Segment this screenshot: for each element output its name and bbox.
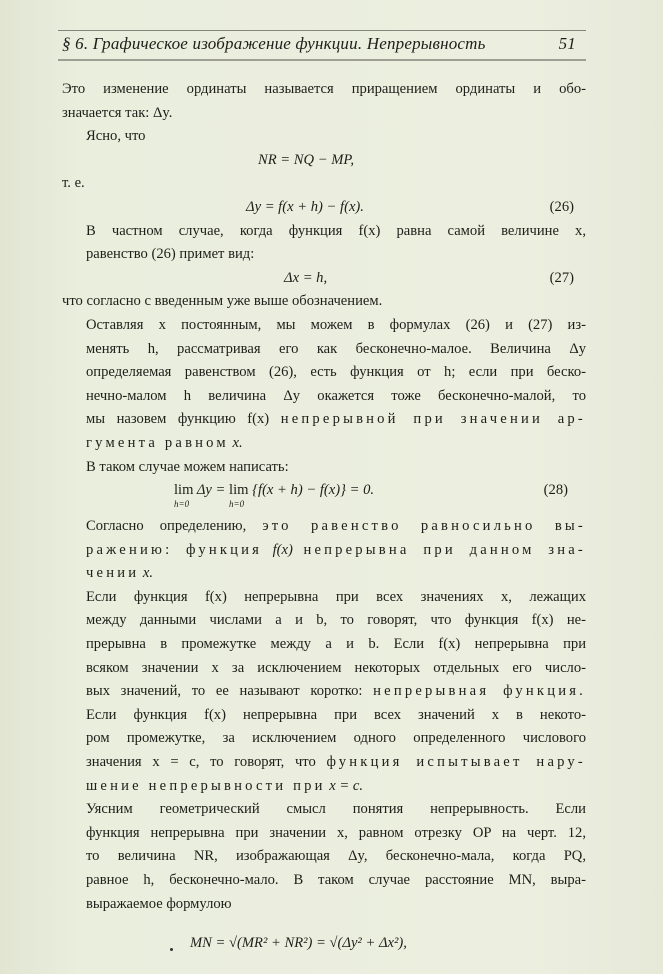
spaced-emphasis: непрерывной при значении ар- bbox=[280, 411, 586, 428]
eq-part: {f(x + h) − f(x)} = 0. bbox=[252, 482, 375, 499]
text-span: значения x = c, то говорят, что bbox=[86, 754, 316, 771]
text-line bbox=[62, 539, 586, 563]
text-line: что согласно с введенным уже выше обозначением. bbox=[62, 293, 383, 310]
text-line: т. е. bbox=[62, 175, 85, 192]
text-line: значается так: Δy. bbox=[62, 104, 173, 121]
paragraph-3 bbox=[62, 220, 586, 267]
text-line bbox=[62, 680, 586, 704]
spaced-emphasis: гумента равном bbox=[86, 434, 229, 451]
text-line: то величина NR, изображающая Δy, бесконечно-мала, когда PQ, bbox=[86, 848, 586, 865]
paragraph-9 bbox=[62, 704, 586, 798]
text-span: вых значений, то ее называют коротко: bbox=[86, 683, 363, 700]
equation-number: (28) bbox=[543, 482, 568, 499]
text-line: равенство (26) примет вид: bbox=[86, 246, 255, 263]
text-line: Если функция f(x) непрерывна при всех значениях x, лежащих bbox=[86, 588, 586, 605]
equation-number: (27) bbox=[549, 269, 574, 286]
paragraph-7 bbox=[62, 515, 586, 586]
paragraph-2 bbox=[62, 125, 586, 149]
equation-text bbox=[174, 479, 375, 510]
equation-text: Δy = f(x + h) − f(x). bbox=[246, 198, 364, 215]
text-line: выражаемое формулою bbox=[86, 895, 232, 912]
equation-26 bbox=[62, 196, 586, 220]
lim-text: lim bbox=[229, 482, 249, 499]
paragraph-4 bbox=[62, 290, 586, 314]
text-line: определяемая равенством (26), есть функция от h; если при беско- bbox=[86, 364, 586, 381]
section-title: § 6. Графическое изображение функции. Непрерывность bbox=[62, 34, 486, 53]
equation-27 bbox=[62, 267, 586, 291]
text-line: ром промежутке, за исключением одного определенного числового bbox=[86, 730, 586, 747]
paragraph-6 bbox=[62, 456, 586, 480]
paragraph-5 bbox=[62, 314, 586, 456]
text-line: равное h, бесконечно-мало. В таком случае расстояние MN, выра- bbox=[86, 872, 586, 888]
math-var: x = c. bbox=[329, 777, 364, 794]
paragraph-10 bbox=[62, 798, 586, 916]
text-line: Если функция f(x) непрерывна при всех значений x в некото- bbox=[86, 706, 586, 723]
spaced-emphasis: функция испытывает нару- bbox=[326, 754, 586, 771]
running-header bbox=[62, 34, 586, 56]
speck bbox=[170, 948, 173, 951]
spaced-emphasis: это равенство равносильно вы- bbox=[262, 518, 586, 535]
text-line: Уясним геометрический смысл понятия непрерывность. Если bbox=[86, 801, 586, 818]
eq-part: Δy = bbox=[196, 482, 230, 499]
spaced-emphasis: ражению: функция bbox=[86, 541, 263, 558]
equation-28 bbox=[62, 479, 586, 509]
text-line bbox=[62, 408, 586, 432]
limit-operator bbox=[229, 479, 249, 510]
paragraph-te bbox=[62, 172, 586, 196]
text-line bbox=[62, 562, 586, 586]
math-var: x. bbox=[142, 565, 154, 582]
paragraph-1 bbox=[62, 78, 586, 125]
text-line: В таком случае можем написать: bbox=[86, 458, 289, 475]
text-line: менять h, рассматривая его как бесконечно-малое. Величина Δy bbox=[86, 340, 586, 357]
text-line bbox=[62, 775, 586, 799]
spaced-emphasis: шение непрерывности при bbox=[86, 777, 326, 794]
text-span: Согласно определению, bbox=[86, 518, 247, 535]
equation-text: MN = √(MR² + NR²) = √(Δy² + Δx²), bbox=[190, 935, 407, 952]
paragraph-8 bbox=[62, 586, 586, 704]
text-line bbox=[62, 751, 586, 775]
text-span: мы назовем функцию f(x) bbox=[86, 411, 270, 428]
spaced-emphasis: чении bbox=[86, 565, 140, 582]
lim-text: lim bbox=[174, 482, 194, 499]
equation-mn bbox=[62, 932, 586, 956]
text-line bbox=[62, 432, 586, 456]
limit-operator bbox=[174, 479, 194, 510]
header-rule-top bbox=[58, 30, 586, 31]
text-line bbox=[62, 515, 586, 539]
text-line: нечно-малом h величина Δy окажется тоже бесконечно-малой, то bbox=[86, 387, 586, 404]
text-line: прерывна в промежутке между a и b. Если f(x) непрерывна при bbox=[86, 636, 586, 653]
page-number: 51 bbox=[558, 34, 576, 53]
lim-sub: h=0 bbox=[174, 499, 190, 510]
text-line: функция непрерывна при значении x, равном отрезку OP на черт. 12, bbox=[86, 824, 586, 841]
text-line: В частном случае, когда функция f(x) равна самой величине x, bbox=[86, 222, 586, 239]
math-var: x. bbox=[232, 434, 243, 451]
text-line: Ясно, что bbox=[86, 128, 146, 145]
equation-number: (26) bbox=[549, 198, 574, 215]
text-line: всяком значении x за исключением некоторых отдельных его числo- bbox=[86, 659, 586, 676]
spaced-emphasis: непрерывная функция. bbox=[373, 683, 586, 700]
equation-text: Δx = h, bbox=[284, 269, 328, 286]
equation-text: NR = NQ − MP, bbox=[258, 151, 355, 168]
text-line: Оставляя x постоянным, мы можем в формулах (26) и (27) из- bbox=[86, 316, 586, 333]
spaced-emphasis: непрерывна при данном зна- bbox=[303, 541, 586, 558]
text-line: Это изменение ординаты называется приращением ординаты и обо- bbox=[62, 81, 586, 97]
math-var: f(x) bbox=[272, 541, 293, 558]
equation-nr bbox=[62, 149, 586, 173]
lim-sub: h=0 bbox=[229, 499, 245, 510]
header-rule-bottom bbox=[58, 59, 586, 61]
body-text bbox=[62, 78, 586, 956]
text-line: между данными числами a и b, то говорят, что функция f(x) не- bbox=[86, 612, 586, 629]
